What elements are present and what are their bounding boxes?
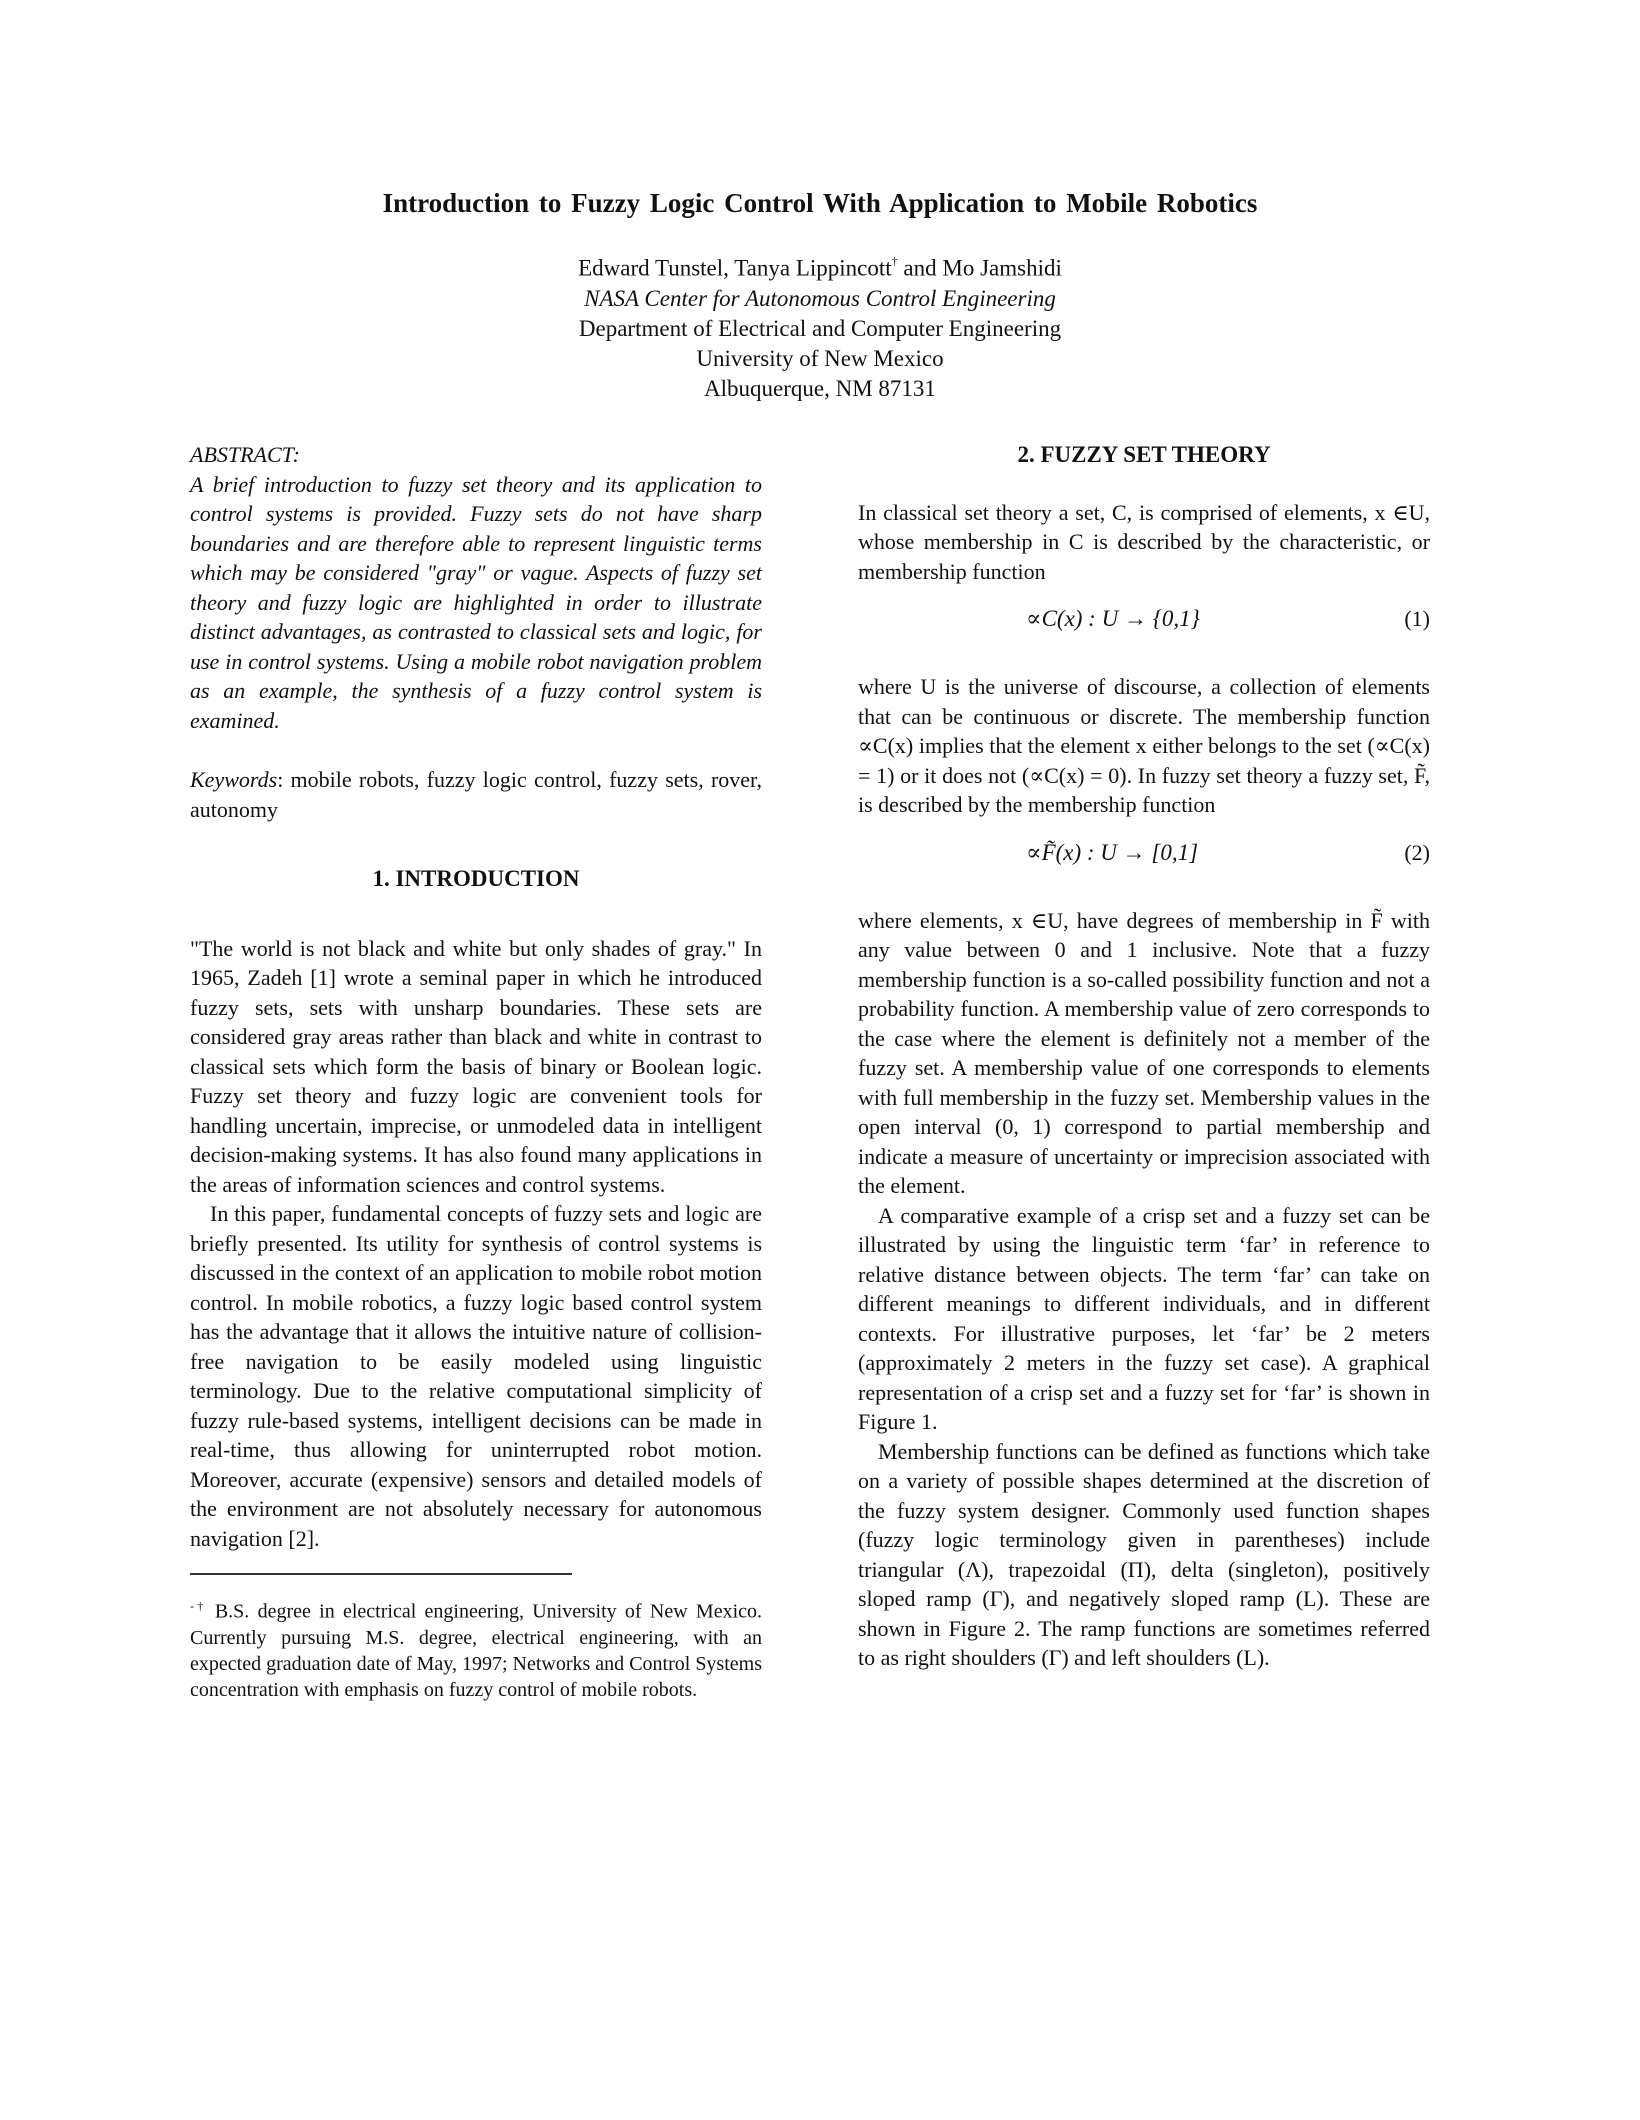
author-department: Department of Electrical and Computer Engineering xyxy=(578,315,1062,341)
footnote xyxy=(190,1593,762,1703)
author-names-first: Edward Tunstel, Tanya Lippincott xyxy=(578,255,892,281)
equation-2 xyxy=(858,838,1430,872)
keywords xyxy=(190,765,762,824)
equation-1-number: (1) xyxy=(1404,606,1430,631)
theory-paragraph-4: A comparative example of a crisp set and a fuzzy set can be illustrated by using the linguistic term ‘far’ in reference to relative distance between objects. The term ‘far’ can take on different meanings to different individuals, and in different contexts. For illustrative purposes, let ‘far’ be 2 meters (approximately 2 meters in the fuzzy set case). A graphical representation of a crisp set and a fuzzy set for ‘far’ is shown in Figure 1. xyxy=(858,1202,1430,1434)
theory-paragraph-5: Membership functions can be defined as functions which take on a variety of possible shapes determined at the discretion of the fuzzy system designer. Commonly used function shapes (fuzzy logic terminology given in parentheses) include triangular (Λ), trapezoidal (Π), delta (singleton), positively sloped ramp (Γ), and negatively sloped ramp (L). These are shown in Figure 2. The ramp functions are sometimes referred to as right shoulders (Γ) and left shoulders (L). xyxy=(858,1438,1430,1670)
paper-title: Introduction to Fuzzy Logic Control With Application to Mobile Robotics xyxy=(382,188,1258,218)
section-2-heading: 2. FUZZY SET THEORY xyxy=(1017,442,1271,467)
footnote-text: B.S. degree in electrical engineering, University of New Mexico. Currently pursuing M.S. degree, electrical engineering, with an expected graduation date of May, 1997; Networks and Control Systems concentration with emphasis on fuzzy control of mobile robots. xyxy=(190,1600,763,1701)
theory-paragraph-3: where elements, x ∈U, have degrees of membership in F̃ with any value between 0 and 1 inclusive. Note that a fuzzy membership function is a so-called possibility function and not a probability function. A membership value of zero corresponds to the case where the element is definitely not a member of the fuzzy set. A membership value of one corresponds to elements with full membership in the fuzzy set. Membership values in the open interval (0, 1) correspond to partial membership and indicate a measure of uncertainty or imprecision associated with the element. xyxy=(858,907,1430,1198)
theory-paragraph-1: In classical set theory a set, C, is comprised of elements, x ∈U, whose membership in C is described by the characteristic, or membership function xyxy=(858,499,1430,584)
intro-paragraph-1: "The world is not black and white but only shades of gray." In 1965, Zadeh [1] wrote a seminal paper in which he introduced fuzzy sets, sets with unsharp boundaries. These sets are considered gray areas rather than black and white in contrast to classical sets which form the basis of binary or Boolean logic. Fuzzy set theory and fuzzy logic are convenient tools for handling uncertain, imprecise, or unmodeled data in intelligent decision-making systems. It has also found many applications in the areas of information sciences and control systems. xyxy=(190,935,762,1197)
section-1-heading: 1. INTRODUCTION xyxy=(372,866,580,891)
equation-2-expression: ∝F̃(x) : U → [0,1] xyxy=(1026,839,1199,865)
author-address: Albuquerque, NM 87131 xyxy=(704,375,936,401)
right-column xyxy=(858,440,1430,1673)
abstract-heading: ABSTRACT: xyxy=(190,442,301,467)
theory-paragraph-2: where U is the universe of discourse, a collection of elements that can be continuous or discrete. The membership function ∝C(x) implies that the element x either belongs to the set (∝C(x) = 1) or it does not (∝C(x) = 0). In fuzzy set theory a fuzzy set, F̃, is described by the membership function xyxy=(858,674,1430,817)
author-names-last: and Mo Jamshidi xyxy=(897,255,1062,281)
intro-paragraph-2: In this paper, fundamental concepts of fuzzy sets and logic are briefly presented. Its utility for synthesis of control systems is discussed in the context of an application to mobile robot motion control. In mobile robotics, a fuzzy logic based control system has the advantage that it allows the intuitive nature of collision-free navigation to be easily modeled using linguistic terminology. Due to the relative computational simplicity of fuzzy rule-based systems, intelligent decisions can be made in real-time, thus allowing for uninterrupted robot motion. Moreover, accurate (expensive) sensors and detailed models of the environment are not absolutely necessary for autonomous navigation [2]. xyxy=(190,1201,762,1551)
left-column xyxy=(190,440,762,1703)
equation-1-expression: ∝C(x) : U → {0,1} xyxy=(1026,606,1200,631)
dagger-mark: † xyxy=(891,254,898,268)
author-block xyxy=(0,248,1640,404)
footnote-divider xyxy=(190,1573,572,1575)
author-names xyxy=(0,248,1640,284)
abstract-text: A brief introduction to fuzzy set theory and its application to control systems is provided. Fuzzy sets do not have sharp boundaries and are therefore able to represent linguistic terms which may be considered "gray" or vague. Aspects of fuzzy set theory and fuzzy logic are highlighted in order to illustrate distinct advantages, as contrasted to classical sets and logic, for use in control systems. Using a mobile robot navigation problem as an example, the synthesis of a fuzzy control system is examined. xyxy=(190,471,762,733)
footnote-mark: -† xyxy=(190,1599,207,1613)
equation-2-number: (2) xyxy=(1404,839,1430,865)
author-university: University of New Mexico xyxy=(696,345,944,371)
keywords-text: : mobile robots, fuzzy logic control, fuzzy sets, rover, autonomy xyxy=(190,767,762,822)
equation-1 xyxy=(858,604,1430,638)
author-center: NASA Center for Autonomous Control Engineering xyxy=(584,285,1056,311)
keywords-label: Keywords xyxy=(190,767,278,792)
